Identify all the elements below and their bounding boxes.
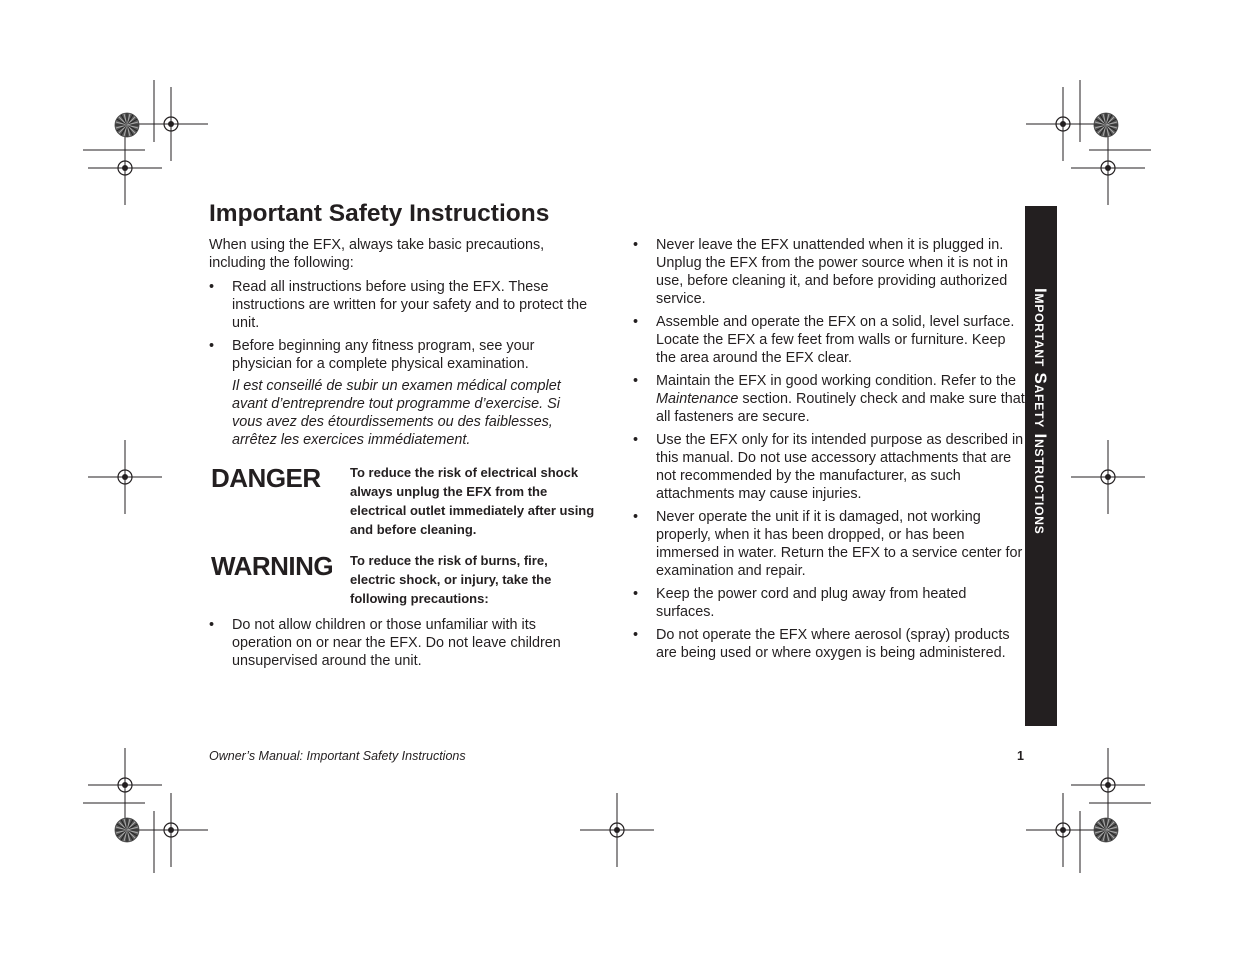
danger-text: To reduce the risk of electrical shock always unplug the EFX from the electrical outlet immediately after using and before cleaning. — [350, 465, 595, 537]
list-item-text: Keep the power cord and plug away from heated surfaces. — [656, 586, 967, 620]
list-item — [209, 616, 594, 670]
page-number: 1 — [1017, 749, 1024, 763]
safety-list-right — [633, 236, 1025, 662]
safety-list-bottom — [209, 616, 594, 670]
registration-target-icon — [1026, 793, 1100, 867]
registration-target-icon — [1071, 131, 1145, 205]
page-title: Important Safety Instructions — [209, 200, 550, 227]
list-item — [633, 508, 1025, 580]
list-item — [209, 278, 594, 332]
registration-target-icon — [88, 440, 162, 514]
list-item — [633, 313, 1025, 367]
registration-target-icon — [134, 87, 208, 161]
list-item-text: Read all instructions before using the EFX. These instructions are written for your safety and to protect the unit. — [232, 279, 588, 331]
warning-text: To reduce the risk of burns, fire, electric shock, or injury, take the following precautions: — [350, 553, 552, 606]
list-item-text-end: section. Routinely check and make sure that all fasteners are secure. — [656, 391, 1025, 425]
list-item-text: Do not allow children or those unfamiliar with its operation on or near the EFX. Do not leave children unsupervised around the unit. — [232, 617, 561, 669]
french-note: Il est conseillé de subir un examen médical complet avant d’entreprendre tout programme d’exercise. Si vous avez des étourdissements ou des faiblesses, arrêtez les exercices immédiatement. — [232, 378, 561, 448]
side-tab-label: Important Safety Instructions — [1031, 288, 1050, 535]
list-item-text: Never leave the EFX unattended when it is plugged in. Unplug the EFX from the power source when it is not in use, before cleaning it, and before providing authorized service. — [656, 237, 1008, 307]
list-item — [633, 585, 1025, 621]
list-item — [633, 236, 1025, 308]
registration-target-icon — [1026, 87, 1100, 161]
registration-target-icon — [134, 793, 208, 867]
registration-target-icon — [1071, 748, 1145, 822]
registration-target-icon — [88, 131, 162, 205]
color-target-icon — [115, 818, 139, 842]
warning-heading: WARNING — [211, 551, 334, 581]
intro-text: When using the EFX, always take basic precautions, including the following: — [209, 237, 545, 271]
color-target-icon — [1094, 113, 1118, 137]
list-item-text-start: Maintain the EFX in good working condition. Refer to the — [656, 373, 1016, 389]
list-item — [633, 372, 1025, 426]
danger-heading: DANGER — [211, 463, 321, 493]
section-reference: Maintenance — [656, 391, 739, 407]
list-item — [633, 431, 1025, 503]
section-side-tab — [1025, 206, 1057, 726]
color-target-icon — [1094, 818, 1118, 842]
color-target-icon — [115, 113, 139, 137]
footer-running-title: Owner’s Manual: Important Safety Instructions — [209, 749, 466, 763]
danger-notice — [209, 463, 594, 541]
list-item — [209, 337, 594, 449]
warning-notice — [209, 551, 594, 616]
list-item — [633, 626, 1025, 662]
registration-target-icon — [88, 748, 162, 822]
right-column — [633, 236, 1025, 667]
registration-target-icon — [1071, 440, 1145, 514]
registration-target-icon — [580, 793, 654, 867]
safety-list-top — [209, 278, 594, 449]
list-item-text: Use the EFX only for its intended purpose as described in this manual. Do not use accessory attachments that are not recommended by the manufacturer, as such attachments may cause injuries. — [656, 432, 1024, 502]
list-item-text: Assemble and operate the EFX on a solid, level surface. Locate the EFX a few feet from walls or furniture. Keep the area around the EFX clear. — [656, 314, 1015, 366]
list-item-text: Before beginning any fitness program, see your physician for a complete physical examination. — [232, 338, 535, 372]
list-item-text: Never operate the unit if it is damaged, not working properly, when it has been dropped, or has been immersed in water. Return the EFX to a service center for examination and repair. — [656, 509, 1023, 579]
left-column — [209, 236, 594, 675]
list-item-text: Do not operate the EFX where aerosol (spray) products are being used or where oxygen is being administered. — [656, 627, 1010, 661]
